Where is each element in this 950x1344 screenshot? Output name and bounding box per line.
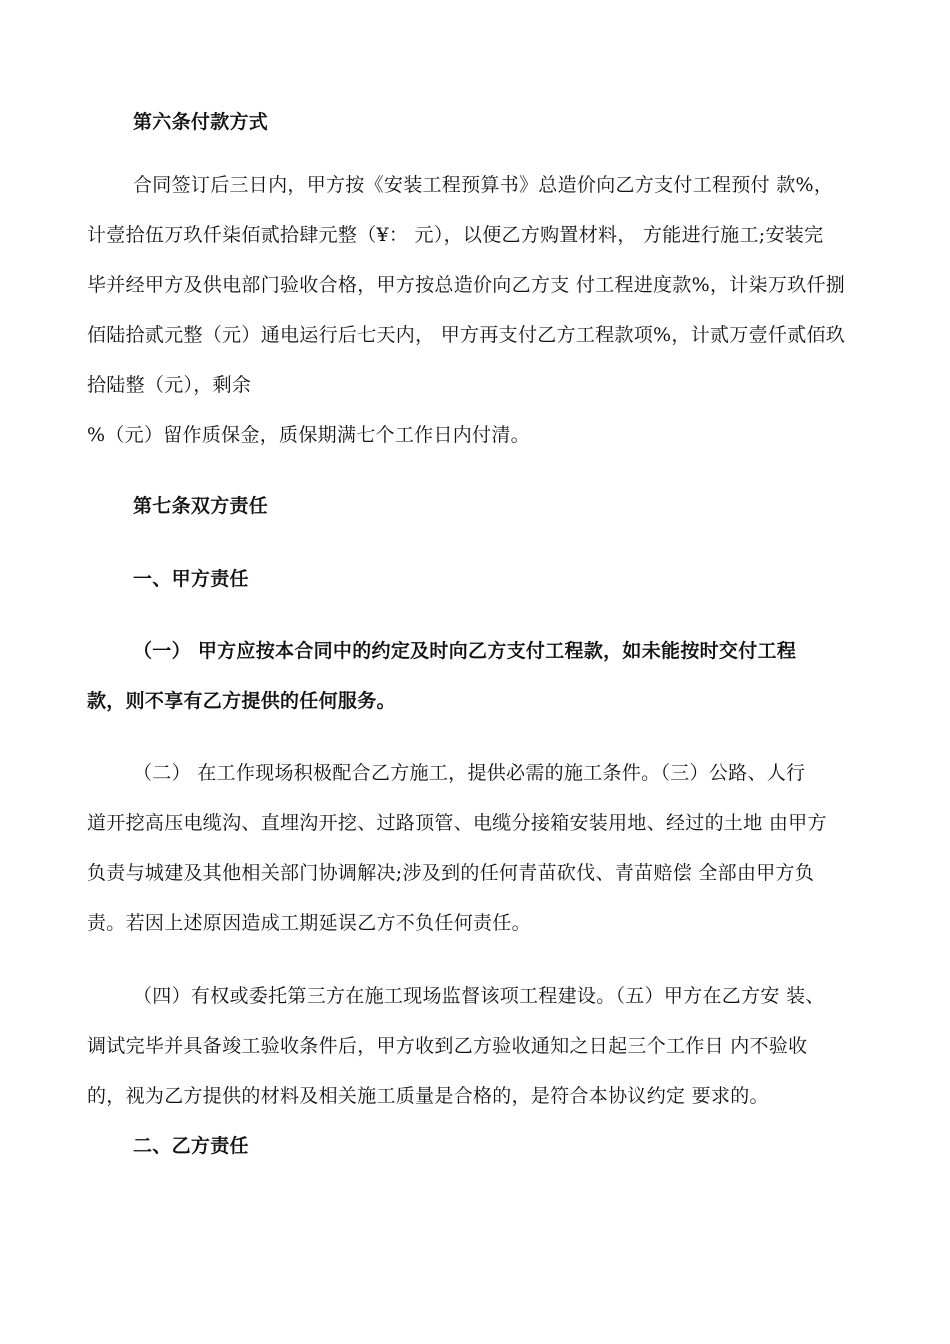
party-a-item-4-line-3: 的，视为乙方提供的材料及相关施工质量是合格的，是符合本协议约定 要求的。 (87, 1085, 769, 1107)
party-a-item-1-line-2: 款，则不享有乙方提供的任何服务。 (87, 690, 396, 712)
payment-paragraph-line-5: 拾陆整（元），剩余 (87, 374, 252, 396)
section-7-heading: 第七条双方责任 (133, 495, 269, 517)
payment-paragraph-line-3: 毕并经甲方及供电部门验收合格，甲方按总造价向乙方支 付工程进度款%，计柒万玖仟捌 (87, 274, 846, 296)
party-a-item-2-line-1: （二） 在工作现场积极配合乙方施工，提供必需的施工条件。（三）公路、人行 (133, 762, 806, 784)
payment-paragraph-line-1: 合同签订后三日内，甲方按《安装工程预算书》总造价向乙方支付工程预付 款%， (133, 174, 834, 196)
payment-paragraph-line-4: 佰陆拾贰元整（元）通电运行后七天内， 甲方再支付乙方工程款项%，计贰万壹仟贰佰玖 (87, 324, 846, 346)
party-a-heading: 一、甲方责任 (133, 568, 249, 590)
section-6-heading: 第六条付款方式 (133, 111, 269, 133)
payment-paragraph-line-6: %（元）留作质保金，质保期满七个工作日内付清。 (87, 424, 530, 446)
party-b-heading: 二、乙方责任 (133, 1135, 249, 1157)
payment-paragraph-line-2: 计壹拾伍万玖仟柒佰贰拾肆元整（¥： 元），以便乙方购置材料， 方能进行施工;安装完 (87, 224, 824, 246)
party-a-item-2-line-4: 责。若因上述原因造成工期延误乙方不负任何责任。 (87, 912, 531, 934)
party-a-item-4-line-1: （四）有权或委托第三方在施工现场监督该项工程建设。（五）甲方在乙方安 装、 (133, 985, 825, 1007)
party-a-item-2-line-3: 负责与城建及其他相关部门协调解决;涉及到的任何青苗砍伐、青苗赔偿 全部由甲方负 (87, 862, 815, 884)
party-a-item-1-line-1: （一） 甲方应按本合同中的约定及时向乙方支付工程款，如未能按时交付工程 (133, 640, 797, 662)
party-a-item-4-line-2: 调试完毕并具备竣工验收条件后，甲方收到乙方验收通知之日起三个工作日 内不验收 (87, 1035, 808, 1057)
party-a-item-2-line-2: 道开挖高压电缆沟、直埋沟开挖、过路顶管、电缆分接箱安装用地、经过的土地 由甲方 (87, 812, 827, 834)
